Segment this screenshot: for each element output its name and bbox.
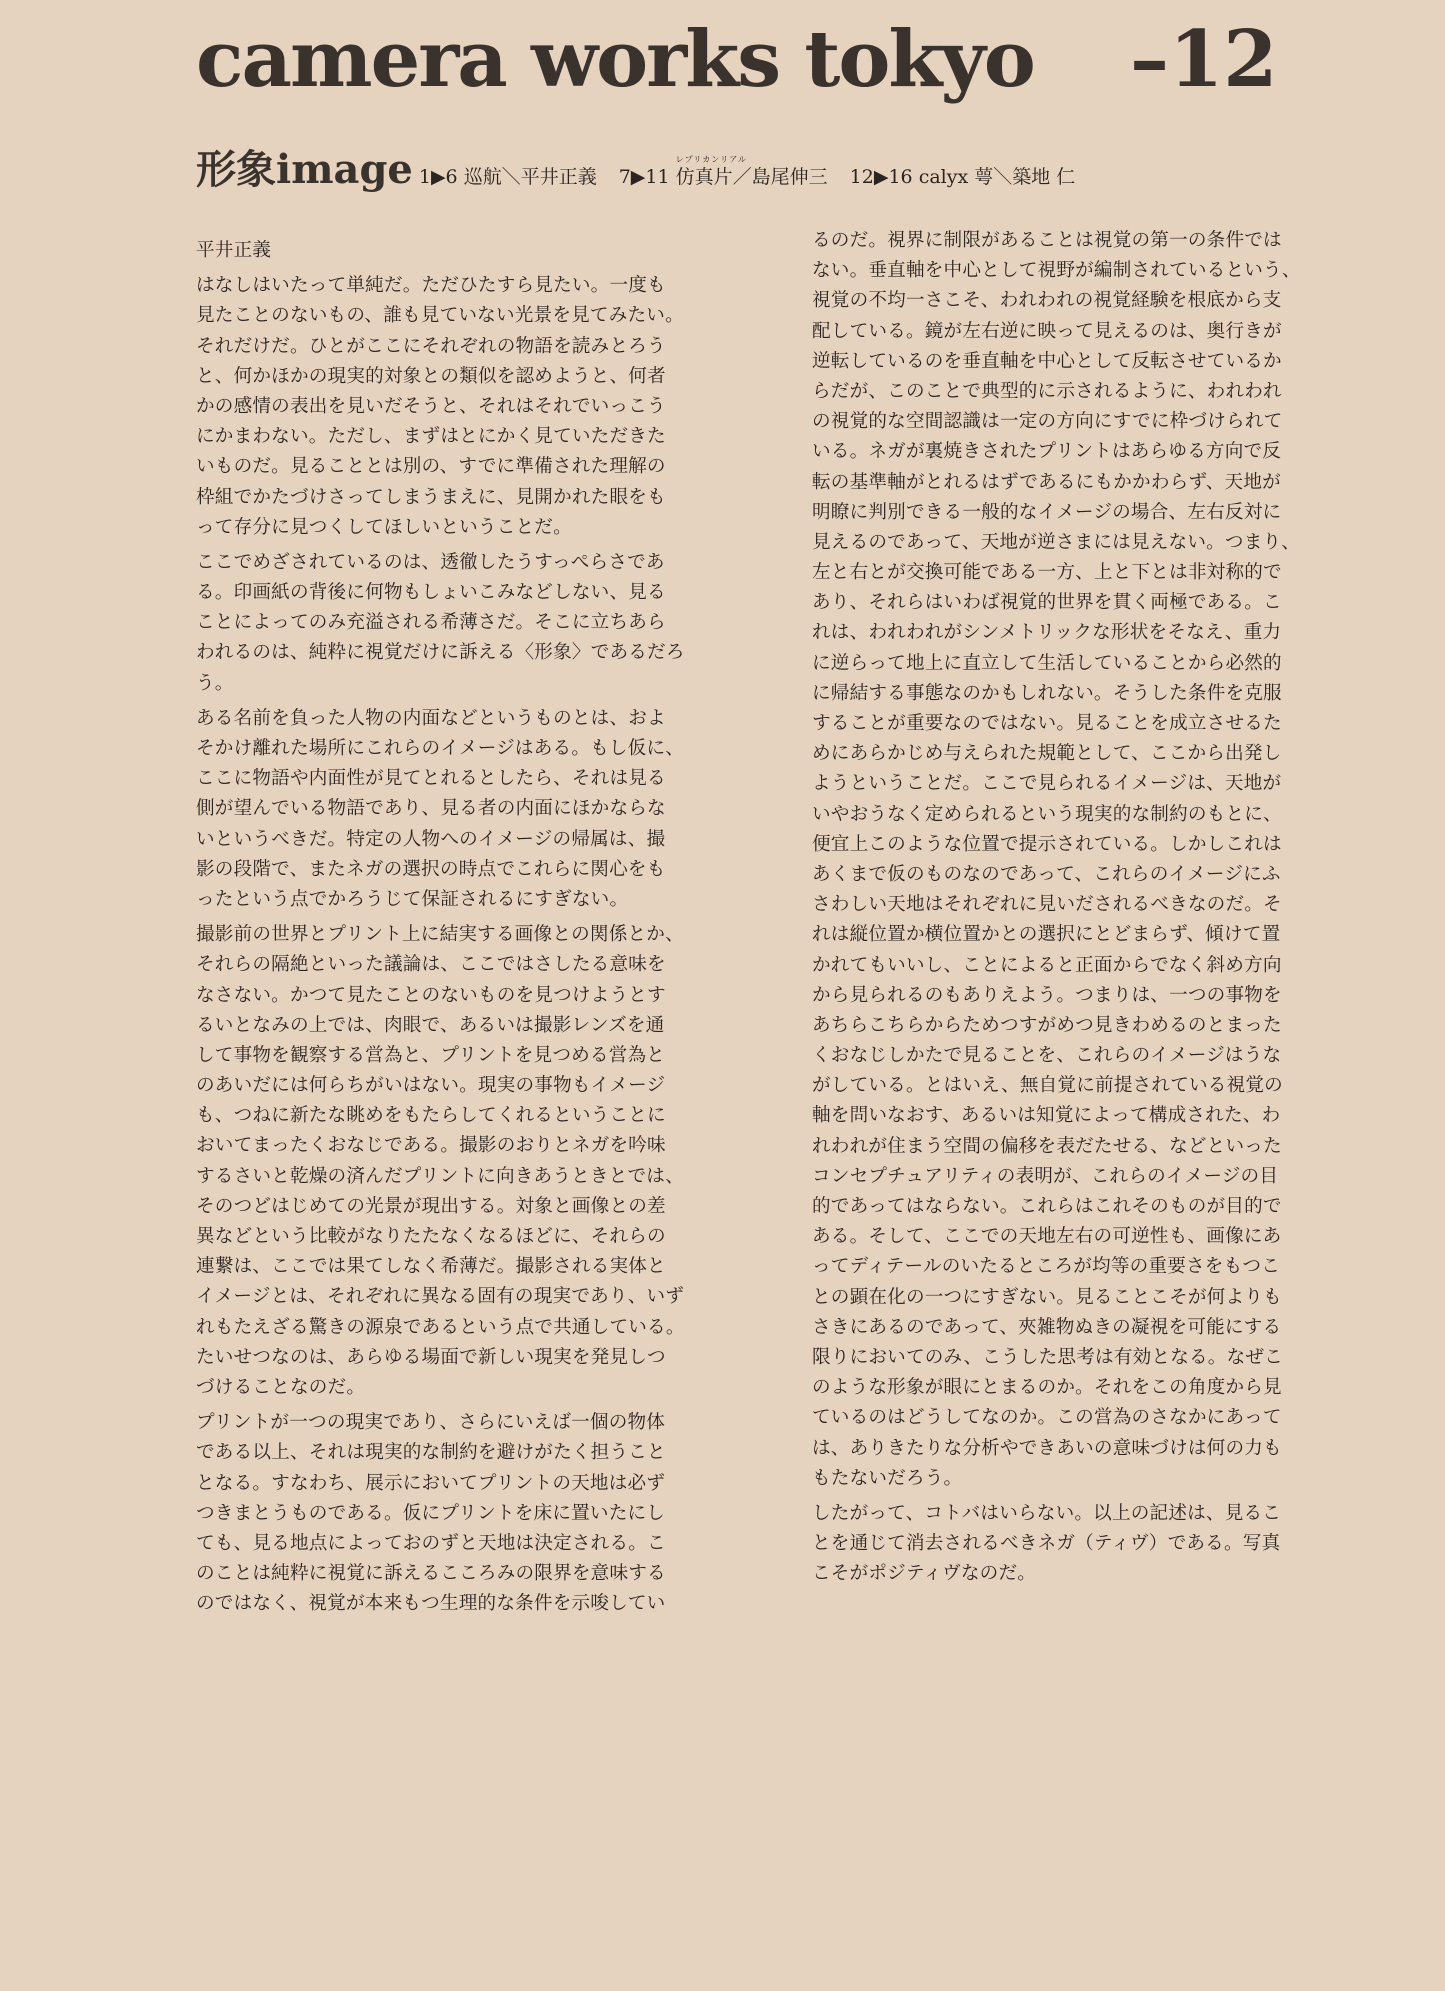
text-line: 限りにおいてのみ、こうした思考は有効となる。なぜこ: [812, 1346, 1283, 1368]
text-line: つきまとうものである。仮にプリントを床に置いたにし: [196, 1502, 666, 1524]
text-line: することが重要なのではない。見ることを成立させるた: [812, 713, 1282, 734]
text-line: ない。垂直軸を中心として視野が編制されているという、: [812, 260, 1301, 282]
subtitle-en: image: [276, 146, 413, 193]
text-line: 軸を問いなおす、あるいは知覚によって構成された、わ: [812, 1105, 1281, 1127]
text-line: がしている。とはいえ、無自覚に前提されている視覚の: [812, 1075, 1283, 1097]
text-line: いる。ネガが裏焼きされたプリントはあらゆる方向で反: [812, 441, 1282, 463]
text-line: いというべきだ。特定の人物へのイメージの帰属は、撮: [196, 828, 666, 850]
text-line: 影の段階で、またネガの選択の時点でこれらに関心をも: [196, 858, 666, 880]
text-line: れは、われわれがシンメトリックな形状をそなえ、重力: [812, 622, 1282, 644]
text-line: って存分に見つくしてほしいということだ。: [196, 516, 572, 538]
text-line: もたないだろう。: [812, 1467, 963, 1489]
text-line: ここに物語や内面性が見てとれるとしたら、それは見る: [196, 768, 666, 790]
text-line: 撮影前の世界とプリント上に結実する画像との関係とか、: [196, 924, 684, 946]
paragraph: [812, 1499, 1301, 1590]
text-line: 異などという比較がなりたたなくなるほどに、それらの: [196, 1226, 666, 1247]
text-line: おいてまったくおなじである。撮影のおりとネガを吟味: [196, 1135, 666, 1157]
text-line: あくまで仮のものなのであって、これらのイメージにふ: [812, 863, 1281, 885]
text-line: のことは純粋に視覚に訴えるこころみの限界を意味する: [196, 1563, 666, 1585]
text-line: して事物を観察する営為と、プリントを見つめる営為と: [196, 1044, 666, 1066]
text-line: したがって、コトバはいらない。以上の記述は、見るこ: [812, 1502, 1282, 1524]
work-1: [419, 162, 597, 189]
text-line: たいせつなのは、あらゆる場面で新しい現実を発見しつ: [196, 1346, 666, 1368]
paragraph: [196, 920, 685, 1403]
text-line: にかまわない。ただし、まずはとにかく見ていただきた: [196, 426, 666, 448]
text-line: のあいだには何らちがいはない。現実の事物もイメージ: [196, 1075, 666, 1097]
text-line: 見たことのないもの、誰も見ていない光景を見てみたい。: [196, 305, 684, 327]
paragraph: [196, 1408, 685, 1619]
text-line: するさいと乾燥の済んだプリントに向きあうときとでは、: [196, 1165, 684, 1187]
text-line: 配している。鏡が左右逆に映って見えるのは、奥行きが: [812, 320, 1282, 342]
text-line: れは縦位置か横位置かとの選択にとどまらず、傾けて置: [812, 924, 1281, 946]
text-line: それらの隔絶といった議論は、ここではさしたる意味を: [196, 954, 666, 976]
text-line: ても、見る地点によっておのずと天地は決定される。こ: [196, 1532, 666, 1554]
paragraph: [196, 548, 685, 699]
text-line: れわれが住まう空間の偏移を表だたせる、などといった: [812, 1135, 1282, 1157]
paragraph: [196, 271, 685, 543]
text-line: づけることなのだ。: [196, 1376, 366, 1398]
text-line: あり、それらはいわば視覚的世界を貫く両極である。こ: [812, 592, 1282, 614]
text-line: も、つねに新たな眺めをもたらしてくれるということに: [196, 1105, 666, 1127]
text-line: 明瞭に判別できる一般的なイメージの場合、左右反対に: [812, 501, 1282, 523]
text-line: ようということだ。ここで見られるイメージは、天地が: [812, 773, 1282, 795]
text-line: 側が望んでいる物語であり、見る者の内面にほかならな: [196, 798, 666, 820]
subtitle-line: [196, 138, 1097, 195]
text-line: 転の基準軸がとれるはずであるにもかかわらず、天地が: [812, 471, 1281, 493]
work-text-wrap: [675, 155, 828, 188]
work-range: 1▶6: [418, 166, 458, 188]
left-column: [196, 236, 685, 1624]
text-line: ある名前を負った人物の内面などというものとは、およ: [196, 707, 666, 729]
text-line: 左と右とが交換可能である一方、上と下とは非対称的で: [812, 562, 1282, 584]
text-line: それだけだ。ひとがここにそれぞれの物語を読みとろう: [196, 335, 666, 357]
text-line: 平井正義: [196, 240, 272, 261]
work-text: 仿真片／島尾伸三: [675, 166, 828, 188]
text-line: るのだ。視界に制限があることは視覚の第一の条件では: [812, 230, 1282, 251]
magazine-title: camera works tokyo: [196, 14, 1034, 105]
text-line: 視覚の不均一さこそ、われわれの視覚経験を根底から支: [812, 290, 1282, 312]
text-line: かれてもいいし、ことによると正面からでなく斜め方向: [812, 954, 1282, 976]
text-line: さきにあるのであって、夾雑物ぬきの凝視を可能にする: [812, 1316, 1282, 1338]
text-line: である以上、それは現実的な制約を避けがたく担うこと: [196, 1442, 666, 1464]
text-line: いものだ。見ることとは別の、すでに準備された理解の: [196, 456, 666, 478]
text-line: 逆転しているのを垂直軸を中心として反転させているか: [812, 350, 1282, 372]
paragraph: [196, 704, 685, 915]
text-line: なさない。かつて見たことのないものを見つけようとす: [196, 984, 666, 1006]
text-line: こそがポジティヴなのだ。: [812, 1563, 1037, 1585]
text-line: となる。すなわち、展示においてプリントの天地は必ず: [196, 1472, 666, 1494]
text-line: プリントが一つの現実であり、さらにいえば一個の物体: [196, 1412, 666, 1434]
text-line: われるのは、純粋に視覚だけに訴える〈形象〉であるだろ: [196, 642, 685, 664]
text-line: ているのはどうしてなのか。この営為のさなかにあって: [812, 1407, 1282, 1429]
text-line: に帰結する事態なのかもしれない。そうした条件を克服: [812, 682, 1282, 704]
text-line: るいとなみの上では、肉眼で、あるいは撮影レンズを通: [196, 1014, 665, 1036]
text-line: くおなじしかたで見ることを、これらのイメージはうな: [812, 1045, 1282, 1067]
work-range: 12▶16: [849, 166, 913, 188]
text-line: ある。そして、ここでの天地左右の可逆性も、画像にあ: [812, 1226, 1282, 1248]
text-line: あちらこちらからためつすがめつ見きわめるのとまった: [812, 1014, 1282, 1036]
work-text: 巡航＼平井正義: [463, 166, 597, 188]
work-range: 7▶11: [618, 166, 670, 188]
text-line: らだが、このことで典型的に示されるように、われわれ: [812, 380, 1282, 402]
text-line: に逆らって地上に直立して生活していることから必然的: [812, 652, 1282, 674]
paragraph: [812, 226, 1301, 1494]
text-line: ったという点でかろうじて保証されるにすぎない。: [196, 888, 629, 910]
text-line: のではなく、視覚が本来もつ生理的な条件を示唆してい: [196, 1593, 666, 1615]
text-line: めにあらかじめ与えられた規範として、ここから出発し: [812, 743, 1282, 765]
issue-number: –12: [1130, 14, 1278, 105]
text-line: 連繋は、ここでは果てしなく希薄だ。撮影される実体と: [196, 1256, 666, 1278]
text-line: そかけ離れた場所にこれらのイメージはある。もし仮に、: [196, 738, 685, 759]
text-line: とを通じて消去されるべきネガ（ティヴ）である。写真: [812, 1533, 1281, 1555]
text-line: の視覚的な空間認識は一定の方向にすでに枠づけられて: [812, 411, 1283, 433]
text-line: イメージとは、それぞれに異なる固有の現実であり、いず: [196, 1286, 685, 1308]
work-ruby: レプリカンリアル: [675, 155, 747, 164]
text-line: いやおうなく定められるという現実的な制約のもとに、: [812, 803, 1282, 825]
work-2: [618, 155, 828, 189]
text-line: ことによってのみ充溢される希薄さだ。そこに立ちあら: [196, 612, 666, 634]
text-line: コンセプチュアリティの表明が、これらのイメージの目: [812, 1165, 1279, 1187]
work-text: calyx 萼＼築地 仁: [918, 166, 1076, 188]
text-line: 枠組でかたづけさってしまうまえに、見開かれた眼をも: [196, 486, 666, 508]
text-line: る。印画紙の背後に何物もしょいこみなどしない、見る: [196, 582, 666, 604]
text-line: 見えるのであって、天地が逆さまには見えない。つまり、: [812, 531, 1301, 553]
text-line: う。: [196, 672, 234, 694]
text-line: かの感情の表出を見いだそうと、それはそれでいっこう: [196, 395, 666, 417]
text-line: さわしい天地はそれぞれに見いだされるべきなのだ。そ: [812, 894, 1282, 916]
text-line: そのつどはじめての光景が現出する。対象と画像との差: [196, 1195, 666, 1217]
text-line: は、ありきたりな分析やできあいの意味づけは何の力も: [812, 1437, 1282, 1459]
subtitle-jp: 形象: [196, 146, 276, 193]
text-line: との顕在化の一つにすぎない。見ることこそが何よりも: [812, 1286, 1282, 1308]
text-line: ってディテールのいたるところが均等の重要さをもつこ: [812, 1256, 1280, 1278]
right-column: [812, 226, 1301, 1594]
text-line: から見られるのもありえよう。つまりは、一つの事物を: [812, 984, 1282, 1006]
text-line: れもたえざる驚きの源泉であるという点で共通している。: [196, 1316, 685, 1338]
work-3: [850, 162, 1076, 189]
text-line: のような形象が眼にとまるのか。それをこの角度から見: [812, 1377, 1282, 1399]
text-line: 的であってはならない。これらはこれそのものが目的で: [812, 1196, 1282, 1217]
text-line: と、何かほかの現実的対象との類似を認めようと、何者: [196, 365, 666, 387]
text-line: はなしはいたって単純だ。ただひたすら見たい。一度も: [196, 275, 666, 297]
author-name: [196, 236, 685, 266]
text-line: 便宜上このような位置で提示されている。しかしこれは: [812, 833, 1282, 855]
text-line: ここでめざされているのは、透徹したうすっぺらさであ: [196, 551, 665, 573]
